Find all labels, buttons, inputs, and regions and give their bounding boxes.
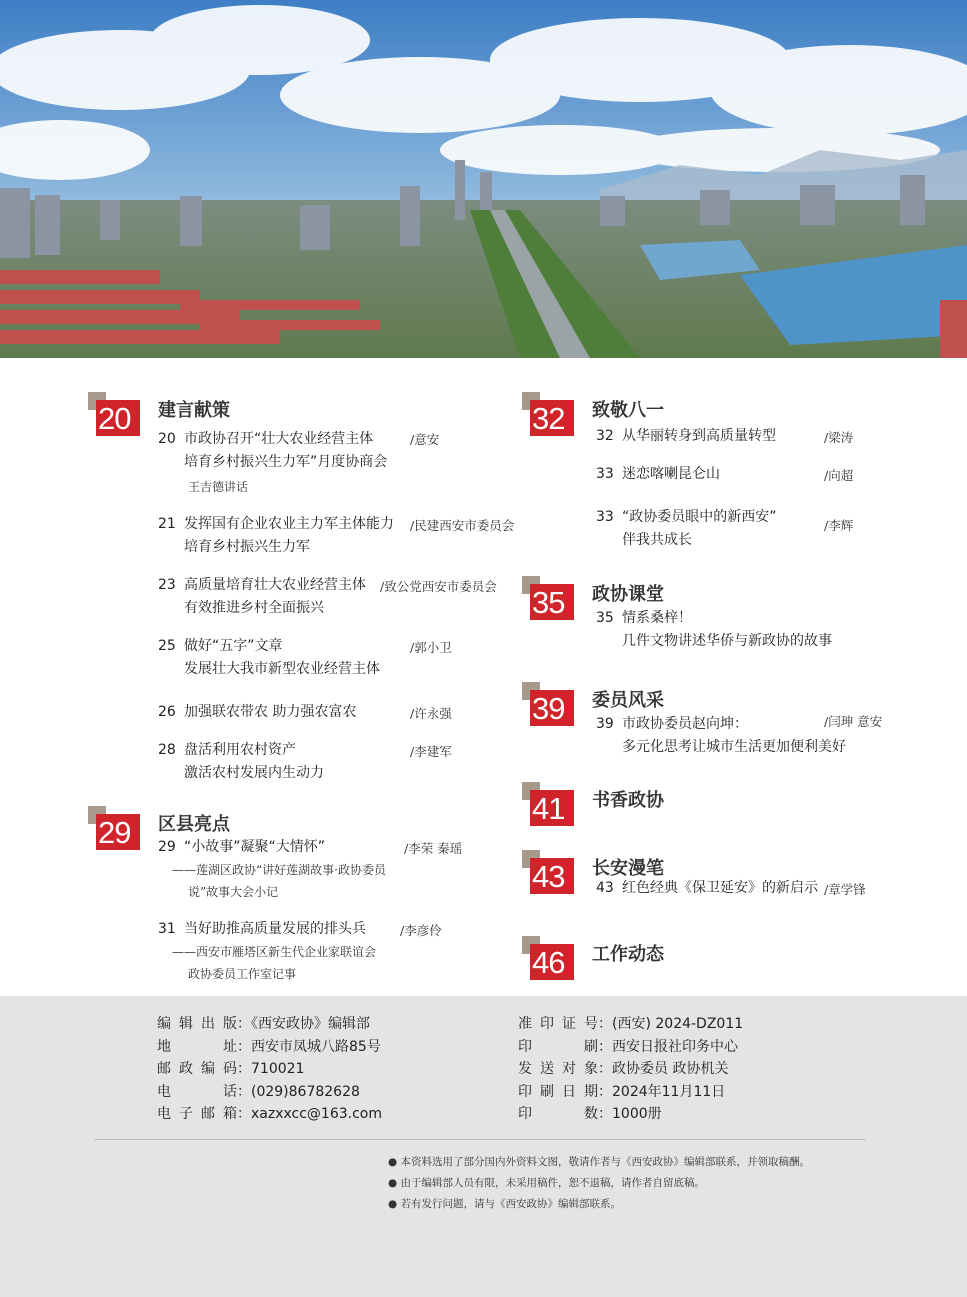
notice-item: ● 由于编辑部人员有限，未采用稿件，恕不退稿，请作者自留底稿。	[388, 1177, 705, 1189]
section-title: 致敬八一	[592, 400, 664, 421]
article-entry[interactable]	[158, 574, 366, 620]
section-title: 长安漫笔	[592, 858, 664, 879]
section-number-badge	[96, 814, 140, 850]
section-title: 书香政协	[592, 790, 664, 811]
article-entry[interactable]	[158, 739, 324, 785]
info-value: 西安市凤城八路85号	[251, 1038, 381, 1055]
article-subtitle: 王吉德讲话	[188, 480, 249, 494]
article-title: 当好助推高质量发展的排头兵	[184, 921, 366, 937]
info-label: 印刷	[518, 1038, 598, 1055]
section-title: 建言献策	[158, 400, 230, 421]
section-page-number: 41	[530, 790, 574, 826]
section-number-badge	[530, 790, 574, 826]
info-value: 《西安政协》编辑部	[251, 1016, 370, 1032]
colophon-left: 编辑出版：《西安政协》编辑部 地址：西安市凤城八路85号 邮政编码：710021 电话：(029)86782628 电子邮箱：xazxxcc@163.com	[157, 1013, 382, 1126]
colophon	[0, 996, 967, 1297]
article-author: /李建军	[410, 744, 452, 759]
article-subtitle-line2: 说”故事大会小记	[188, 885, 279, 899]
info-label: 地址	[157, 1038, 237, 1055]
article-title-line2: 有效推进乡村全面振兴	[184, 600, 324, 616]
article-author: /致公党西安市委员会	[380, 579, 497, 594]
section-page-number: 39	[530, 690, 574, 726]
section-title: 工作动态	[592, 944, 664, 965]
article-title: “小故事”凝聚“大情怀”	[184, 839, 326, 855]
article-author: /民建西安市委员会	[410, 518, 515, 533]
article-author: /李彦伶	[400, 923, 442, 938]
section-number-badge	[530, 584, 574, 620]
article-entry[interactable]	[158, 428, 387, 498]
section-number-badge	[530, 858, 574, 894]
article-page: 26	[158, 704, 176, 720]
section-page-number: 46	[530, 944, 574, 980]
article-author: /闫珅 意安	[824, 714, 883, 729]
article-page: 39	[596, 716, 614, 732]
article-entry[interactable]	[596, 607, 832, 653]
section-title: 区县亮点	[158, 814, 230, 835]
info-value: 710021	[251, 1061, 305, 1077]
article-page: 20	[158, 431, 176, 447]
info-value: 西安日报社印务中心	[612, 1038, 738, 1055]
info-label: 编辑出版	[157, 1016, 237, 1032]
article-entry[interactable]	[158, 918, 376, 985]
article-title: “政协委员眼中的新西安”	[622, 509, 777, 525]
info-value: 政协委员 政协机关	[612, 1061, 729, 1077]
section-page-number: 35	[530, 584, 574, 620]
section-number-badge	[530, 400, 574, 436]
article-title: 红色经典《保卫延安》的新启示	[622, 880, 818, 896]
article-page: 29	[158, 839, 176, 855]
section-page-number: 29	[96, 814, 140, 850]
article-author: /章学锋	[824, 882, 866, 897]
article-page: 31	[158, 921, 176, 937]
notice-item: ● 本资料选用了部分国内外资料文图，敬请作者与《西安政协》编辑部联系，并领取稿酬。	[388, 1156, 810, 1168]
article-author: /郭小卫	[410, 640, 452, 655]
article-entry[interactable]	[596, 713, 846, 759]
article-title-line2: 伴我共成长	[622, 532, 692, 548]
info-label: 发送对象	[518, 1061, 598, 1077]
article-page: 32	[596, 428, 614, 444]
article-subtitle: ——西安市雁塔区新生代企业家联谊会	[172, 945, 377, 959]
info-value: (029)86782628	[251, 1083, 360, 1100]
article-entry[interactable]	[158, 635, 380, 681]
article-title: 高质量培育壮大农业经营主体	[184, 577, 366, 593]
section-page-number: 20	[96, 400, 140, 436]
article-entry[interactable]	[596, 425, 776, 448]
section-number-badge	[530, 690, 574, 726]
info-label: 电子邮箱	[157, 1106, 237, 1122]
article-title: 市政协委员赵向坤：	[622, 716, 748, 732]
article-entry[interactable]	[596, 506, 777, 552]
info-label: 印数	[518, 1106, 598, 1122]
article-title: 情系桑梓！	[622, 610, 692, 626]
section-title: 委员风采	[592, 690, 664, 711]
article-title: 发挥国有企业农业主力军主体能力	[184, 516, 394, 532]
section-number-badge	[96, 400, 140, 436]
info-label: 电话	[157, 1083, 237, 1100]
article-author: /李辉	[824, 518, 854, 533]
article-entry[interactable]	[158, 701, 356, 724]
article-page: 33	[596, 466, 614, 482]
section-title: 政协课堂	[592, 584, 664, 605]
article-page: 28	[158, 742, 176, 758]
notice-item: ● 若有发行问题，请与《西安政协》编辑部联系。	[388, 1198, 621, 1210]
info-value: 1000册	[612, 1106, 662, 1122]
info-label: 准印证号	[518, 1016, 598, 1032]
article-title: 做好“五字”文章	[184, 638, 283, 654]
article-subtitle-line2: 政协委员工作室记事	[188, 967, 297, 981]
article-author: /许永强	[410, 706, 452, 721]
info-value[interactable]: xazxxcc@163.com	[251, 1106, 383, 1122]
article-author: /梁涛	[824, 430, 854, 445]
article-entry[interactable]	[596, 463, 720, 486]
article-title: 盘活利用农村资产	[184, 742, 296, 758]
article-title: 迷恋喀喇昆仑山	[622, 466, 720, 482]
article-entry[interactable]	[158, 513, 394, 559]
article-title-line2: 几件文物讲述华侨与新政协的故事	[622, 633, 832, 649]
article-title-line2: 发展壮大我市新型农业经营主体	[184, 661, 380, 677]
notice-list	[388, 1152, 810, 1215]
article-title: 从华丽转身到高质量转型	[622, 428, 776, 444]
article-title-line2: 培育乡村振兴生力军	[184, 539, 310, 555]
article-page: 25	[158, 638, 176, 654]
article-page: 43	[596, 880, 614, 896]
section-page-number: 32	[530, 400, 574, 436]
article-page: 33	[596, 509, 614, 525]
article-author: /意安	[410, 432, 440, 447]
divider	[94, 1139, 866, 1140]
article-title-line2: 培育乡村振兴生力军”月度协商会	[184, 454, 388, 470]
info-value: (西安) 2024-DZ011	[612, 1016, 744, 1032]
article-title: 市政协召开“壮大农业经营主体	[184, 431, 374, 447]
article-title: 加强联农带农 助力强农富农	[184, 704, 357, 720]
article-author: /李荣 秦瑶	[404, 841, 463, 856]
section-page-number: 43	[530, 858, 574, 894]
info-label: 印刷日期	[518, 1083, 598, 1100]
article-page: 23	[158, 577, 176, 593]
article-page: 35	[596, 610, 614, 626]
article-title-line2: 多元化思考让城市生活更加便利美好	[622, 739, 846, 755]
article-author: /向超	[824, 468, 854, 483]
colophon-right: 准印证号：(西安) 2024-DZ011 印刷：西安日报社印务中心 发送对象：政协委员 政协机关 印刷日期：2024年11月11日 印数：1000册	[518, 1013, 743, 1126]
info-label: 邮政编码	[157, 1061, 237, 1077]
article-subtitle: ——莲湖区政协“讲好莲湖故事·政协委员	[172, 863, 386, 877]
article-entry[interactable]	[158, 836, 386, 903]
article-page: 21	[158, 516, 176, 532]
info-value: 2024年11月11日	[612, 1083, 726, 1100]
article-title-line2: 激活农村发展内生动力	[184, 765, 324, 781]
cover-photo	[0, 0, 967, 358]
section-number-badge	[530, 944, 574, 980]
article-entry[interactable]	[596, 877, 818, 900]
